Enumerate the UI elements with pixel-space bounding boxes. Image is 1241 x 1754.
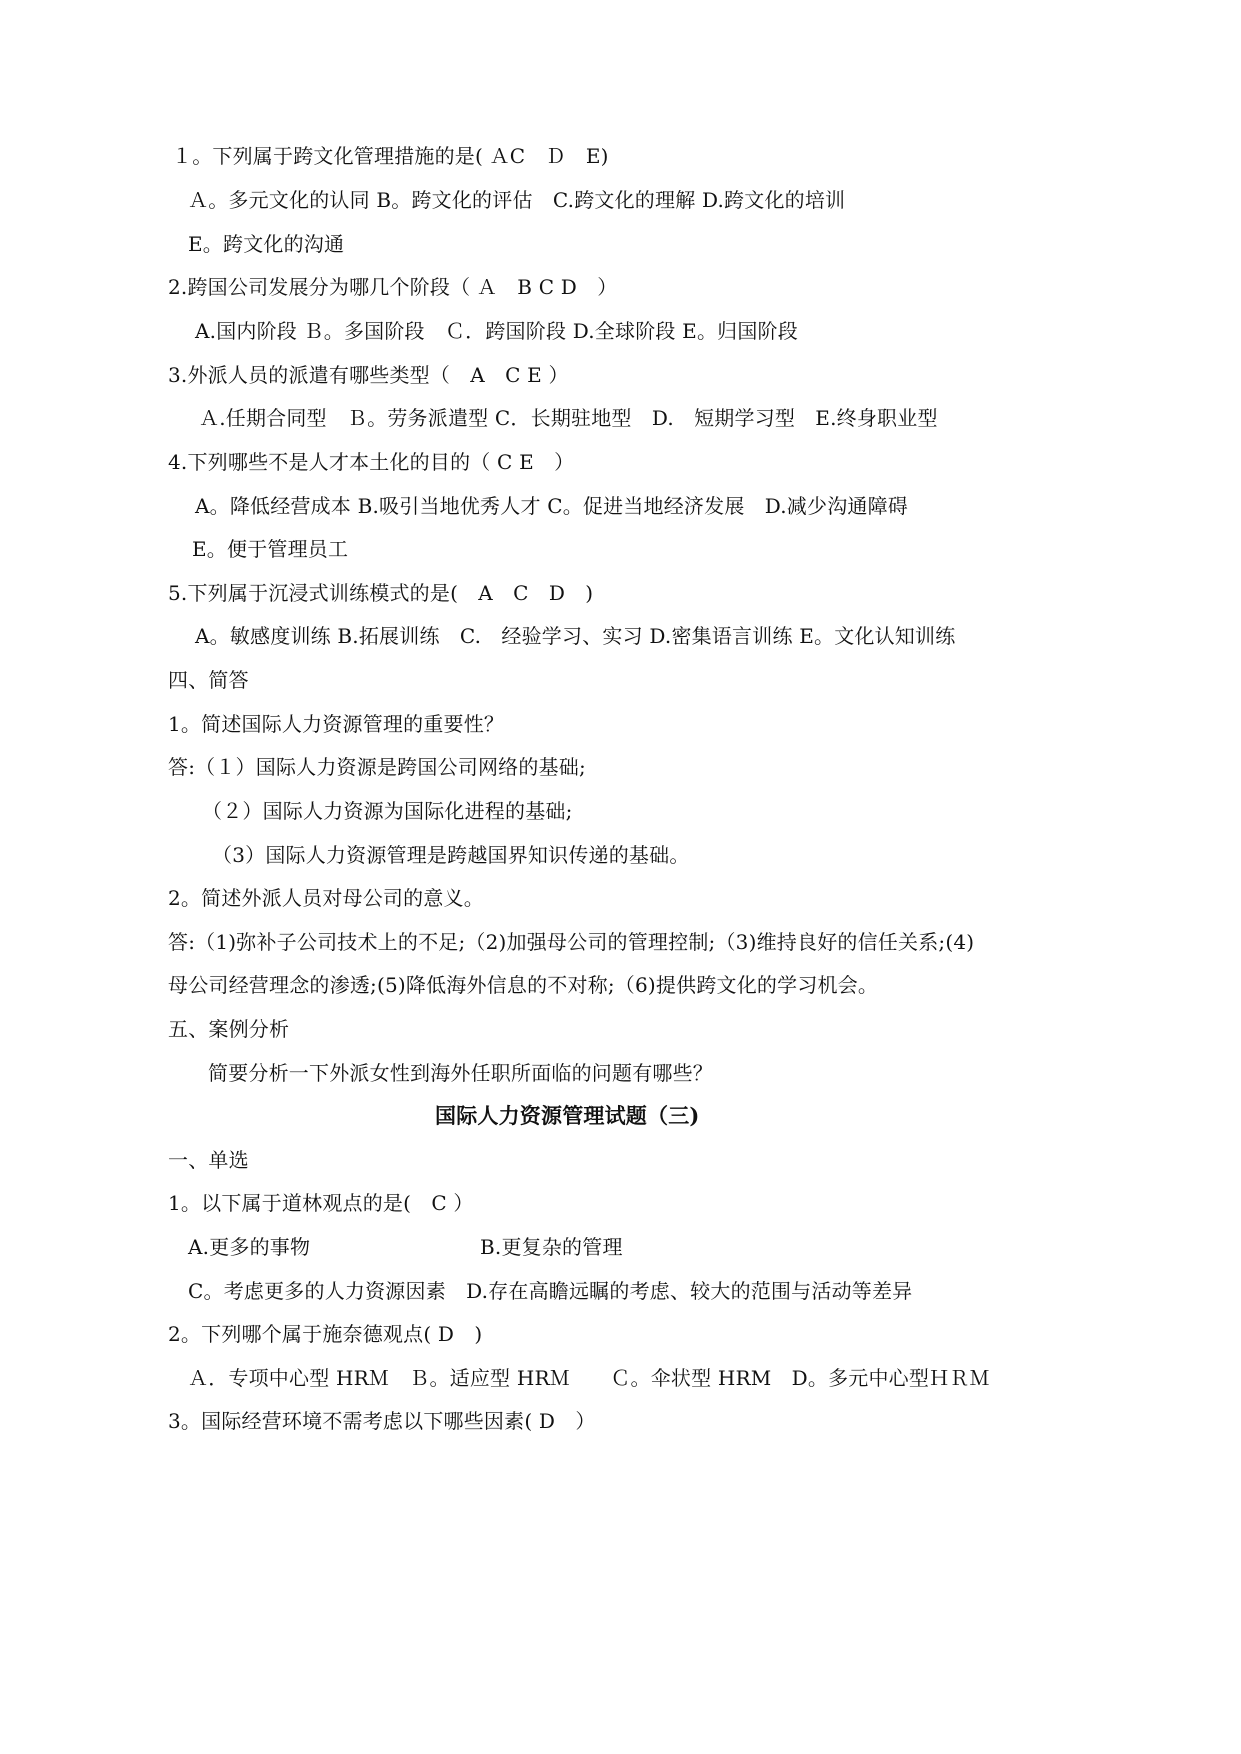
short-answer-1-answer-part-2: （２）国际人力资源为国际化进程的基础; <box>202 799 573 823</box>
section-heading-single-choice: 一、单选 <box>168 1148 249 1172</box>
question-4-stem: 4.下列哪些不是人才本土化的目的（ C E ） <box>168 450 575 474</box>
question-3-options: Ａ.任期合同型 Ｂ。劳务派遣型 C．长期驻地型 D. 短期学习型 E.终身职业型 <box>199 406 938 430</box>
case-analysis-question: 简要分析一下外派女性到海外任职所面临的问题有哪些？ <box>208 1061 713 1085</box>
short-answer-2-answer-line-1: 答:（1)弥补子公司技术上的不足;（2)加强母公司的管理控制;（3)维持良好的信任关系;(4) <box>168 930 975 954</box>
question-3-stem: 3.外派人员的派遣有哪些类型（ A C E ） <box>168 363 569 387</box>
question-5-options: A。敏感度训练 B.拓展训练 C. 经验学习、实习 D.密集语言训练 E。文化认知训练 <box>195 624 956 648</box>
short-answer-1-answer-part-3: （3）国际人力资源管理是跨越国界知识传递的基础。 <box>212 843 690 867</box>
single-choice-2-stem: 2。下列哪个属于施奈德观点( D ) <box>168 1322 483 1346</box>
single-choice-1-options-c-d: C。考虑更多的人力资源因素 D.存在高瞻远瞩的考虑、较大的范围与活动等差异 <box>188 1279 913 1303</box>
section-heading-case-analysis: 五、案例分析 <box>168 1017 290 1041</box>
section-heading-short-answer: 四、简答 <box>168 668 249 692</box>
short-answer-1-answer-part-1: 答:（１）国际人力资源是跨国公司网络的基础; <box>168 755 586 779</box>
single-choice-3-stem: 3。国际经营环境不需考虑以下哪些因素( D ） <box>168 1409 596 1433</box>
short-answer-2-question: 2。简述外派人员对母公司的意义。 <box>168 886 484 910</box>
question-1-stem: １。下列属于跨文化管理措施的是( ＡC Ｄ E) <box>172 144 609 168</box>
question-2-stem: 2.跨国公司发展分为哪几个阶段（ Ａ B C D ） <box>168 275 618 299</box>
single-choice-2-options: Ａ．专项中心型 HRＭ Ｂ。适应型 HRＭ Ｃ。伞状型 HRM D。多元中心型ＨＲＭ <box>188 1366 990 1390</box>
exam-title: 国际人力资源管理试题（三) <box>435 1103 700 1128</box>
question-1-option-e: E。跨文化的沟通 <box>188 232 345 256</box>
question-4-option-e: E。便于管理员工 <box>192 537 349 561</box>
question-5-stem: 5.下列属于沉浸式训练模式的是( A C D ) <box>168 581 594 605</box>
single-choice-1-stem: 1。以下属于道林观点的是( C ） <box>168 1191 474 1215</box>
single-choice-1-option-b: B.更复杂的管理 <box>480 1235 623 1259</box>
single-choice-1-option-a: A.更多的事物 <box>188 1235 311 1259</box>
short-answer-1-question: 1。简述国际人力资源管理的重要性？ <box>168 712 505 736</box>
question-2-options: A.国内阶段 Ｂ。多国阶段 Ｃ．跨国阶段 D.全球阶段 E。归国阶段 <box>195 319 798 343</box>
short-answer-2-answer-line-2: 母公司经营理念的渗透;(5)降低海外信息的不对称;（6)提供跨文化的学习机会。 <box>168 973 879 997</box>
question-4-options-a-d: A。降低经营成本 B.吸引当地优秀人才 C。促进当地经济发展 D.减少沟通障碍 <box>195 494 908 518</box>
question-1-options-a-d: Ａ。多元文化的认同 B。跨文化的评估 C.跨文化的理解 D.跨文化的培训 <box>188 188 846 212</box>
